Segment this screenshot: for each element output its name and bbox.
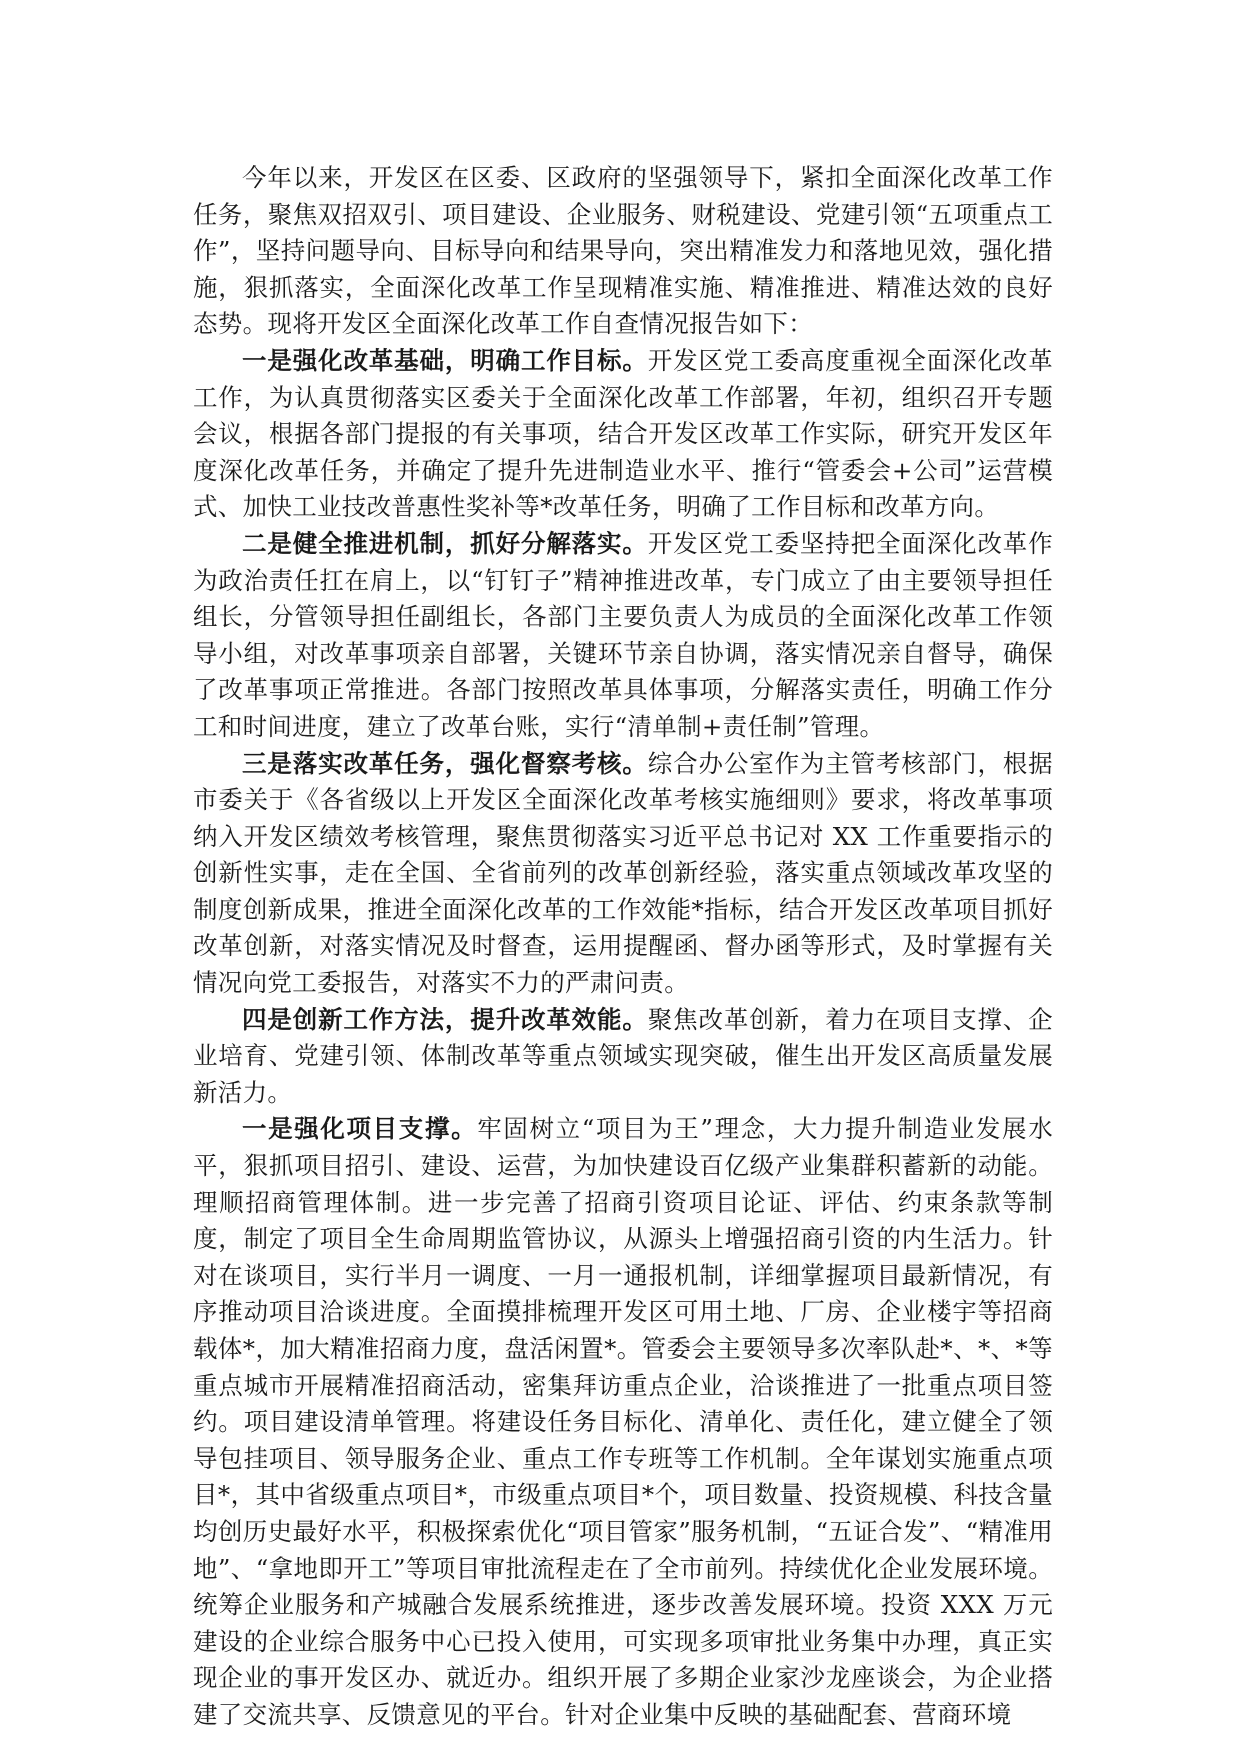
paragraph-text: 开发区党工委坚持把全面深化改革作为政治责任扛在肩上，以“钉钉子”精神推进改革，专门成立了由主要领导担任组长，分管领导担任副组长，各部门主要负责人为成员的全面深化改革工作领导小组，对改革事项亲自部署，关键环节亲自协调，落实情况亲自督导，确保了改革事项正常推进。各部门按照改革具体事项，分解落实责任，明确工作分工和时间进度，建立了改革台账，实行“清单制+责任制”管理。 — [193, 528, 1053, 741]
section-paragraph-1 — [193, 343, 1053, 526]
section-paragraph-3 — [193, 746, 1053, 1002]
paragraph-lead: 一是强化项目支撑。 — [242, 1114, 478, 1144]
section-paragraph-2 — [193, 526, 1053, 746]
paragraph-lead: 四是创新工作方法，提升改革效能。 — [242, 1004, 648, 1034]
paragraph-lead: 一是强化改革基础，明确工作目标。 — [242, 345, 648, 375]
paragraph-lead: 三是落实改革任务，强化督察考核。 — [242, 748, 648, 778]
paragraph-text: 牢固树立“项目为王”理念，大力提升制造业发展水平，狠抓项目招引、建设、运营，为加快建设百亿级产业集群积蓄新的动能。理顺招商管理体制。进一步完善了招商引资项目论证、评估、约束条款等制度，制定了项目全生命周期监管协议，从源头上增强招商引资的内生活力。针对在谈项目，实行半月一调度、一月一通报机制，详细掌握项目最新情况，有序推动项目洽谈进度。全面摸排梳理开发区可用土地、厂房、企业楼宇等招商载体*，加大精准招商力度，盘活闲置*。管委会主要领导多次率队赴*、*、*等重点城市开展精准招商活动，密集拜访重点企业，洽谈推进了一批重点项目签约。项目建设清单管理。将建设任务目标化、清单化、责任化，建立健全了领导包挂项目、领导服务企业、重点工作专班等工作机制。全年谋划实施重点项目*，其中省级重点项目*，市级重点项目*个，项目数量、投资规模、科技含量均创历史最好水平，积极探索优化“项目管家”服务机制，“五证合发”、“精准用地”、“拿地即开工”等项目审批流程走在了全市前列。持续优化企业发展环境。统筹企业服务和产城融合发展系统推进，逐步改善发展环境。投资 XXX 万元建设的企业综合服务中心已投入使用，可实现多项审批业务集中办理，真正实现企业的事开发区办、就近办。组织开展了多期企业家沙龙座谈会，为企业搭建了交流共享、反馈意见的平台。针对企业集中反映的基础配套、营商环境 — [193, 1114, 1053, 1729]
section-paragraph-4 — [193, 1002, 1053, 1112]
paragraph-text: 聚焦改革创新，着力在项目支撑、企业培育、党建引领、体制改革等重点领域实现突破，催生出开发区高质量发展新活力。 — [193, 1004, 1053, 1107]
section-paragraph-5 — [193, 1111, 1053, 1733]
intro-paragraph — [193, 160, 1053, 343]
paragraph-text: 综合办公室作为主管考核部门，根据市委关于《各省级以上开发区全面深化改革考核实施细则》要求，将改革事项纳入开发区绩效考核管理，聚焦贯彻落实习近平总书记对 XX 工作重要指示的创新性实事，走在全国、全省前列的改革创新经验，落实重点领域改革攻坚的制度创新成果，推进全面深化改革的工作效能*指标，结合开发区改革项目抓好改革创新，对落实情况及时督查，运用提醒函、督办函等形式，及时掌握有关情况向党工委报告，对落实不力的严肃问责。 — [193, 748, 1053, 998]
paragraph-text: 今年以来，开发区在区委、区政府的坚强领导下，紧扣全面深化改革工作任务，聚焦双招双引、项目建设、企业服务、财税建设、党建引领“五项重点工作”，坚持问题导向、目标导向和结果导向，突出精准发力和落地见效，强化措施，狠抓落实，全面深化改革工作呈现精准实施、精准推进、精准达效的良好态势。现将开发区全面深化改革工作自查情况报告如下： — [193, 163, 1053, 339]
document-page — [193, 160, 1053, 1734]
paragraph-lead: 二是健全推进机制，抓好分解落实。 — [242, 528, 648, 558]
paragraph-text: 开发区党工委高度重视全面深化改革工作，为认真贯彻落实区委关于全面深化改革工作部署，年初，组织召开专题会议，根据各部门提报的有关事项，结合开发区改革工作实际，研究开发区年度深化改革任务，并确定了提升先进制造业水平、推行“管委会+公司”运营模式、加快工业技改普惠性奖补等*改革任务，明确了工作目标和改革方向。 — [193, 345, 1053, 522]
